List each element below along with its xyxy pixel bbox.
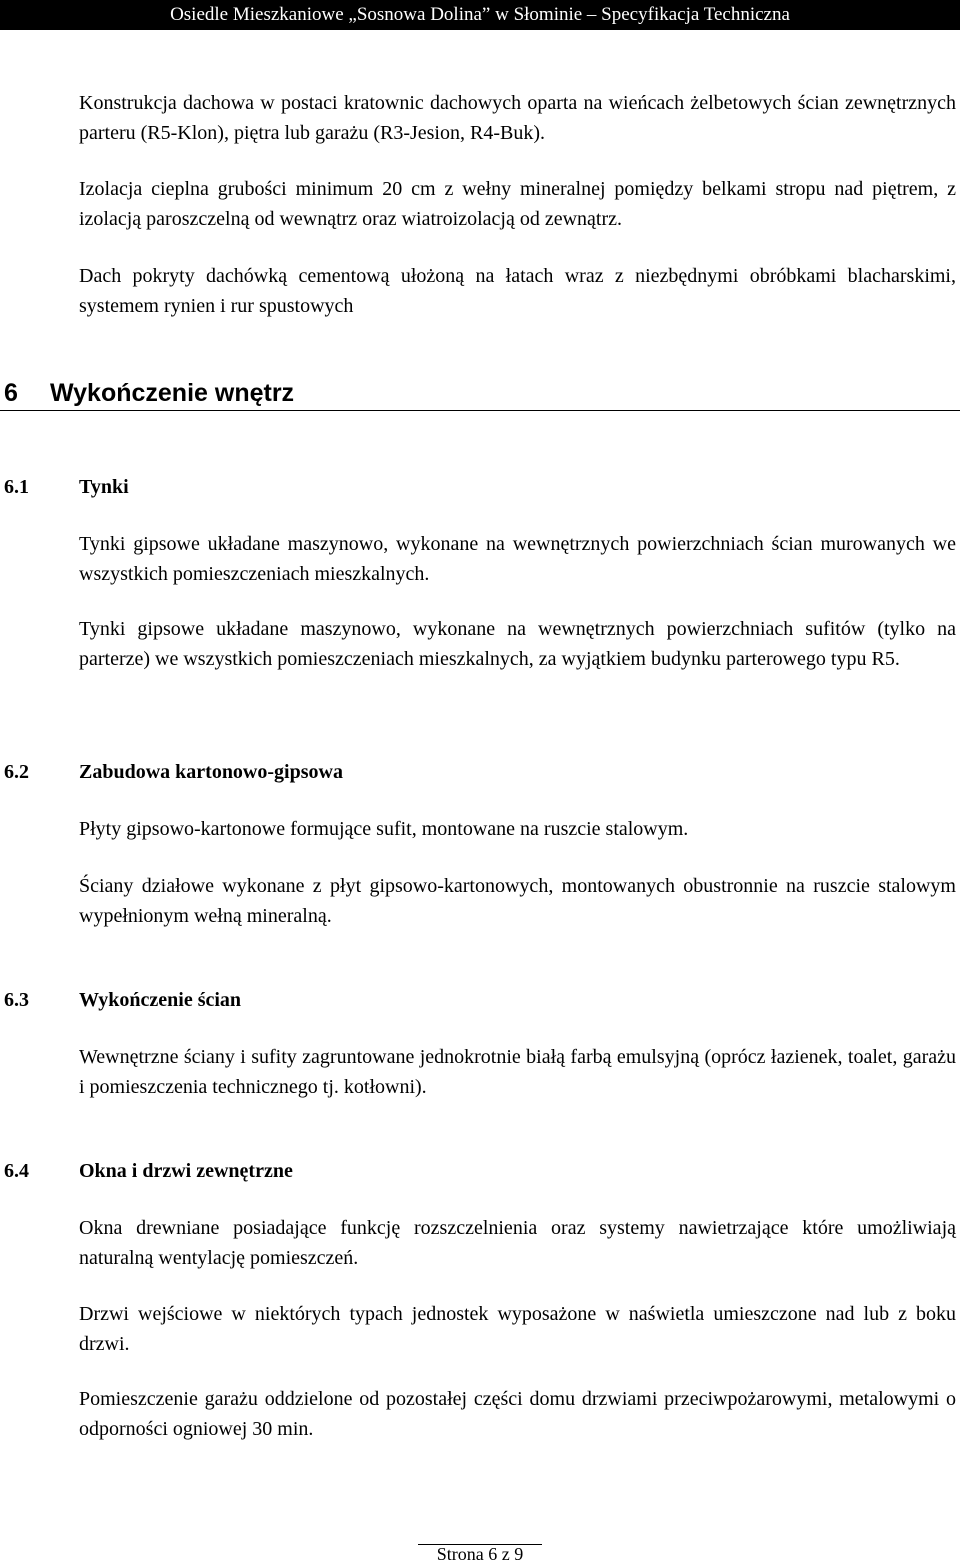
paragraph-drywall-partitions: Ściany działowe wykonane z płyt gipsowo-kartonowych, montowanych obustronnie na ruszcie stalowym wypełnionym wełną mineralną. (79, 875, 956, 927)
page-footer (0, 1543, 960, 1565)
paragraph-roof-structure: Konstrukcja dachowa w postaci kratownic dachowych oparta na wieńcach żelbetowych ścian zewnętrznych parteru (R5-Klon), piętra lub garażu (R3-Jesion, R4-Buk). (79, 92, 956, 144)
subsection-number: 6.2 (4, 761, 29, 783)
subsection-title: Wykończenie ścian (79, 989, 242, 1011)
paragraph-plaster-walls: Tynki gipsowe układane maszynowo, wykonane na wewnętrznych powierzchniach ścian murowanych we wszystkich pomieszczeniach mieszkalnych. (79, 533, 956, 585)
paragraph-garage-doors: Pomieszczenie garażu oddzielone od pozostałej części domu drzwiami przeciwpożarowymi, metalowymi o odporności ogniowej 30 min. (79, 1388, 956, 1440)
section-number: 6 (4, 379, 18, 407)
paragraph-drywall-ceiling: Płyty gipsowo-kartonowe formujące sufit, montowane na ruszcie stalowym. (79, 818, 689, 840)
paragraph-wall-painting: Wewnętrzne ściany i sufity zagruntowane jednokrotnie białą farbą emulsyjną (oprócz łazienek, toalet, garażu i pomieszczenia technicznego tj. kotłowni). (79, 1046, 956, 1098)
subsection-heading-drywall (4, 758, 343, 786)
section-heading-interior-finishing (4, 377, 294, 409)
document-header-title: Osiedle Mieszkaniowe „Sosnowa Dolina” w Słominie – Specyfikacja Techniczna (170, 4, 790, 25)
section-divider (0, 410, 960, 411)
subsection-heading-plaster (4, 473, 129, 501)
subsection-number: 6.3 (4, 989, 29, 1011)
subsection-heading-wall-finishing (4, 986, 241, 1014)
subsection-number: 6.4 (4, 1160, 29, 1182)
page-number: Strona 6 z 9 (436, 1544, 524, 1564)
subsection-number: 6.1 (4, 476, 29, 498)
subsection-title: Zabudowa kartonowo-gipsowa (79, 761, 343, 783)
paragraph-roof-covering: Dach pokryty dachówką cementową ułożoną na łatach wraz z niezbędnymi obróbkami blacharskimi, systemem rynien i rur spustowych (79, 265, 956, 317)
document-header (0, 0, 960, 30)
subsection-title: Tynki (79, 476, 129, 498)
section-title: Wykończenie wnętrz (50, 379, 295, 407)
paragraph-windows: Okna drewniane posiadające funkcję rozszczelnienia oraz systemy nawietrzające które umożliwiają naturalną wentylację pomieszczeń. (79, 1217, 956, 1269)
subsection-heading-windows-doors (4, 1157, 293, 1185)
paragraph-entrance-doors: Drzwi wejściowe w niektórych typach jednostek wyposażone w naświetla umieszczone nad lub z boku drzwi. (79, 1303, 956, 1355)
paragraph-plaster-ceilings: Tynki gipsowe układane maszynowo, wykonane na wewnętrznych powierzchniach sufitów (tylko na parterze) we wszystkich pomieszczeniach mieszkalnych, za wyjątkiem budynku parterowego typu R5. (79, 618, 956, 670)
subsection-title: Okna i drzwi zewnętrzne (79, 1160, 293, 1182)
paragraph-thermal-insulation: Izolacja cieplna grubości minimum 20 cm z wełny mineralnej pomiędzy belkami stropu nad piętrem, z izolacją paroszczelną od wewnątrz oraz wiatroizolacją od zewnątrz. (79, 178, 956, 230)
